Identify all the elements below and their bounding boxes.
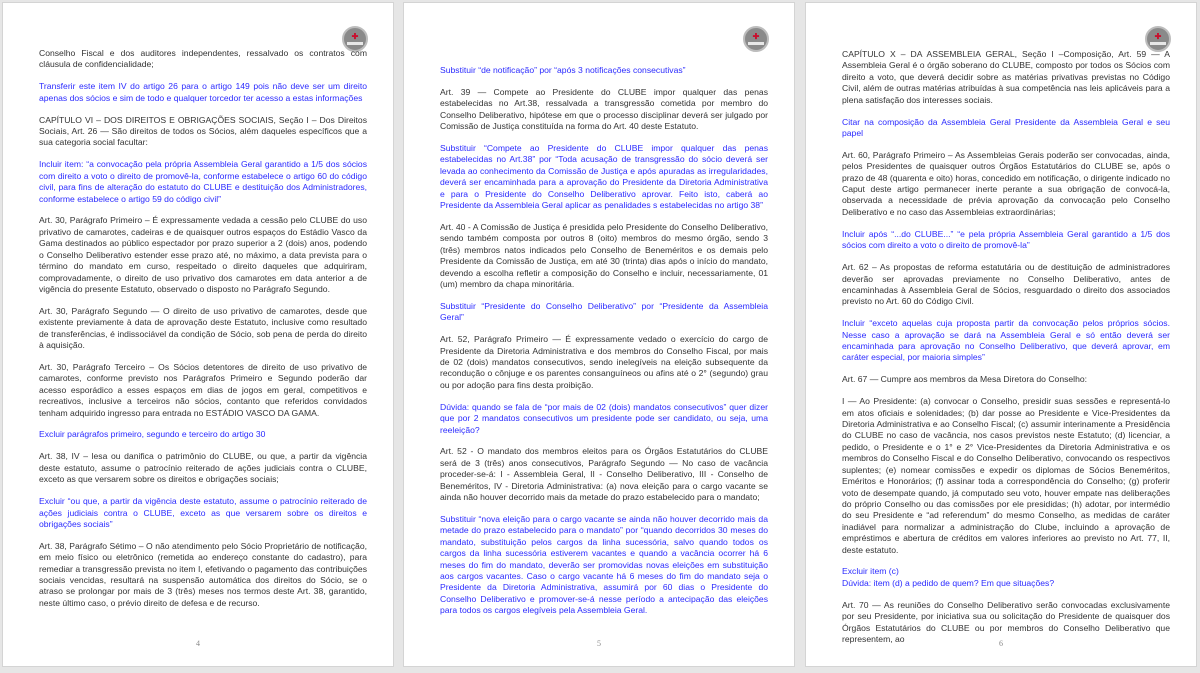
revision-note: Excluir parágrafos primeiro, segundo e terceiro do artigo 30 bbox=[39, 429, 266, 440]
club-crest-icon: ✚ bbox=[743, 26, 769, 52]
revision-note: Incluir “exceto aquelas cuja proposta partir da convocação pelos próprios sócios. Nesse caso a aprovação se dará na Assembleia Geral e só então deverá ser encaminhada para aprovação no Conselho Deliberativo, que deverá aprovar, em caráter especial, por maioria simples” bbox=[842, 318, 1170, 363]
statute-paragraph: Art. 38, IV – lesa ou danifica o patrimônio do CLUBE, ou que, a partir da vigência deste estatuto, assume o patrocínio reiterado de ações judiciais contra o CLUBE, exceto as que versarem sobre os direitos e obrigações sociais; bbox=[39, 451, 367, 485]
statute-paragraph: Conselho Fiscal e dos auditores independentes, ressalvado os contratos com cláusula de confidencialidade; bbox=[39, 48, 367, 70]
page-number: 6 bbox=[999, 639, 1003, 648]
statute-paragraph: Art. 70 — As reuniões do Conselho Deliberativo serão convocadas exclusivamente por seu Presidente, por iniciativa sua ou solicitação do Presidente de quaisquer dos Órgãos Estatutários do CLUBE ou por membros do Conselho Deliberativo que representem, ao bbox=[842, 599, 1170, 644]
revision-note: Dúvida: item (d) a pedido de quem? Em que situações? bbox=[842, 577, 1055, 588]
page-content bbox=[440, 65, 768, 627]
revision-note: Transferir este item IV do artigo 26 para o artigo 149 pois não deve ser um direito apenas dos sócios e sim de todo e qualquer torcedor ter acesso a estas informações bbox=[39, 81, 367, 103]
revision-note: Incluir item: “a convocação pela própria Assembleia Geral garantido a 1/5 dos sócios com direito a voto o direito de promovê-la, conforme estabelece o artigo 60 do código civil, para fins de alteração do estatuto do CLUBE e destituição dos Administradores, conforme estabelece o artigo 59 do código civil” bbox=[39, 159, 367, 204]
statute-paragraph: Art. 30, Parágrafo Terceiro – Os Sócios detentores de direito de uso privativo de camarotes, conforme previsto nos Parágrafos Primeiro e Segundo poderão dar acesso esporádico a esses espaços em dias de jogos em geral, competitivos e recreativos, inclusive a terceiros não sócios, contanto que referidos convidados tenham adquirido ingresso para entrada no ESTÁDIO VASCO DA GAMA. bbox=[39, 361, 367, 418]
statute-paragraph: Art. 38, Parágrafo Sétimo – O não atendimento pelo Sócio Proprietário de notificação, em meio físico ou eletrônico (remetida ao endereço constante do cadastro), para remediar a transgressão prevista no item I, efetivando o pagamento das contribuições sociais vencidas, resultará na suspensão automática dos direitos do Sócio, se o atraso se prolongar por mais de 3 (três) meses nos termos deste Art. 38, garantido, neste último caso, o prévio direito de defesa e de recurso. bbox=[39, 540, 367, 608]
statute-paragraph: Art. 52 - O mandato dos membros eleitos para os Órgãos Estatutários do CLUBE será de 3 (três) anos consecutivos, Parágrafo Segundo — No caso de vacância proceder-se-á: I - Assembleia Geral, II - Conselho Deliberativo, III - Conselho de Beneméritos, IV - Diretoria Administrativa: (a) nova eleição para o cargo vacante se ainda não houver decorrido mais da metade do prazo estabelecido para o mandato; bbox=[440, 446, 768, 503]
page-number: 5 bbox=[597, 639, 601, 648]
statute-paragraph: Art. 60, Parágrafo Primeiro – As Assembleias Gerais poderão ser convocadas, ainda, pelos Presidentes de quaisquer outros Órgãos Estatutários do CLUBE se, após o prazo de 48 (quarenta e oito) horas, concedido em notificação, o dirigente indicado no Caput deste artigo permanecer inerte perante a sua obrigação de convocá-la, observada a necessidade de prévia aprovação da convocação pelo Conselho Deliberativo e no caso das Assembleias extraordinárias; bbox=[842, 149, 1170, 217]
revision-note: Dúvida: quando se fala de “por mais de 02 (dois) mandatos consecutivos” quer dizer que por 2 mandatos consecutivos um presidente pode ser candidato, ou seja, uma reeleição? bbox=[440, 401, 768, 435]
revision-note: Excluir “ou que, a partir da vigência deste estatuto, assume o patrocínio reiterado de ações judiciais contra o CLUBE, exceto as que versarem sobre os direitos e obrigações sociais” bbox=[39, 496, 367, 529]
statute-paragraph: CAPÍTULO X – DA ASSEMBLEIA GERAL, Seção I –Composição, Art. 59 — A Assembleia Geral é o órgão soberano do CLUBE, composto por todos os Sócios com direito a voto, que deverá decidir sobre as matérias privativas previstas no Código Civil, além de outras matérias atribuídas à sua competência nas leis aplicáveis para a plena satisfação dos interesses sociais. bbox=[842, 49, 1170, 105]
revision-note: Substituir “nova eleição para o cargo vacante se ainda não houver decorrido mais da metade do prazo estabelecido para o mandato” por “quando decorridos 30 meses do mandato, substituição pelos cargos da linha sucessória, salvo quando todos os cargos da linha sucessória estiverem vacantes e quando a vacância ocorrer há 6 meses do fim do mandato, deverão ser promovidas novas eleições em substituição aos cargos vacantes. Caso o cargo vacante há 6 meses do fim do mandato seja o Presidente da Diretoria Administrativa, assumirá por 60 dias o Presidente do Conselho Deliberativo e promover-se-á nesse período a antecipação das eleições para todos os cargos elegíveis pela Assembleia Geral. bbox=[440, 514, 768, 616]
document-page-4 bbox=[2, 2, 394, 667]
statute-paragraph: Art. 30, Parágrafo Primeiro – É expressamente vedada a cessão pelo CLUBE do uso privativo de camarotes, cadeiras e de quaisquer outros espaços do Estádio Vasco da Gama destinados ao público espectador por prazo superior a 2 (dois) anos, podendo o Conselho Deliberativo estender esse prazo até, no máximo, a data prevista para o término do mandato em curso, respeitado o direito daqueles que adquiriram, comprovadamente, o direito de uso privativo dos camarotes em data anterior a de vigência do presente Estatuto, observado o disposto no Parágrafo Segundo. bbox=[39, 215, 367, 294]
revision-note: Citar na composição da Assembleia Geral Presidente da Assembleia Geral e seu papel bbox=[842, 116, 1170, 138]
page-content bbox=[39, 48, 367, 620]
document-page-5 bbox=[403, 2, 795, 667]
statute-paragraph: Art. 62 – As propostas de reforma estatutária ou de destituição de administradores deverão ser aprovadas previamente no Conselho Deliberativo, antes de encaminhadas à Assembleia Geral de Sócios, resguardado o direito dos associados previsto no Art. 60 do Código Civil. bbox=[842, 262, 1170, 307]
statute-paragraph: Art. 39 — Compete ao Presidente do CLUBE impor qualquer das penas estabelecidas no Art.38, ressalvada a transgressão cometida por membro do Conselho Deliberativo, hipótese em que o processo disciplinar deverá ser julgado por Comissão de Justiça constituída na forma do Art. 40 deste Estatuto. bbox=[440, 86, 768, 132]
statute-paragraph: Art. 52, Parágrafo Primeiro — É expressamente vedado o exercício do cargo de Presidente da Diretoria Administrativa e dos membros do Conselho Fiscal, por mais de 02 (dois) mandatos consecutivos, sendo inelegíveis na eleição subsequente da recondução o cônjuge e os parentes consanguíneos ou afins até o 2° (segundo) grau ou por adoção para fins desta proibição. bbox=[440, 334, 768, 390]
club-crest-icon: ✚ bbox=[342, 26, 368, 52]
revision-note: Substituir “de notificação” por “após 3 notificações consecutivas” bbox=[440, 65, 686, 75]
statute-paragraph: CAPÍTULO VI – DOS DIREITOS E OBRIGAÇÕES SOCIAIS, Seção I – Dos Direitos Sociais, Art. 26 — São direitos de todos os Sócios, além daqueles específicos que a sua categoria social facultar: bbox=[39, 114, 367, 148]
revision-note: Excluir item (c) bbox=[842, 566, 899, 577]
statute-paragraph: Art. 30, Parágrafo Segundo — O direito de uso privativo de camarotes, desde que existente previamente à data de aprovação deste Estatuto, inclusive como resultado de transferências, é indissociável da condição de Sócio, sob pena de perda do direito à aquisição. bbox=[39, 305, 367, 351]
document-page-6 bbox=[805, 2, 1197, 667]
club-crest-icon: ✚ bbox=[1145, 26, 1171, 52]
revision-note: Substituir “Compete ao Presidente do CLUBE impor qualquer das penas estabelecidas no Art.38” por “Toda acusação de transgressão do sócio deverá ser levada ao conhecimento da Comissão de Justiça e após apuradas as irregularidades, deverá ser encaminhada para a aprovação do Presidente da Diretoria Administrativa e para o Presidente do Conselho Deliberativo aprovar. Feito isto, caberá ao Presidente da Assembleia Geral aplicar as penalidades s estabelecidas no artigo 38” bbox=[440, 143, 768, 211]
page-number: 4 bbox=[196, 639, 200, 648]
revision-note: Substituir “Presidente do Conselho Deliberativo” por “Presidente da Assembleia Geral” bbox=[440, 300, 768, 323]
statute-paragraph: Art. 40 - A Comissão de Justiça é presidida pelo Presidente do Conselho Deliberativo, sendo também composta por outros 8 (oito) membros do mesmo órgão, sendo 3 (três) membros natos indicados pelo Conselho de Beneméritos e os demais pelo Presidente da Comissão de Justiça, em até 30 (trinta) dias após o início do mandato, devendo a escolha refletir a composição do Conselho e incluir, necessariamente, 01 (um) membro da chapa minoritária. bbox=[440, 221, 768, 289]
statute-paragraph: I — Ao Presidente: (a) convocar o Conselho, presidir suas sessões e representá-lo em atos oficiais e solenidades; (b) dar posse ao Presidente e Vice-Presidentes da Diretoria Administrativa e ao Conselho Fiscal; (c) assumir interinamente a Presidência do CLUBE no caso de vacância, nos casos previstos neste Estatuto; (d) licenciar, a pedido, o Presidente e o 1° e 2° Vice-Presidentes da Diretoria Administrativa e os membros do Conselho Fiscal e do Conselho Deliberativo, convocando os respectivos suplentes; (e) nomear comissões e expedir os diplomas de Sócios Beneméritos, Eméritos e Honorários; (f) assinar toda a correspondência do Conselho; (g) proferir voto de desempate quando, já computado seu voto, houver empate nas deliberações do próprio Conselho ou das comissões por ele presididas; (h) adotar, por intermédio do seu Presidente e “ad referendum” do mesmo Conselho, as medidas de caráter inadiável para normalizar a administração do Clube, incluindo a aprovação de empréstimos e abertura de créditos em valores inferiores ao previsto no Art. 77, II, deste estatuto. bbox=[842, 396, 1170, 555]
statute-paragraph: Art. 67 — Cumpre aos membros da Mesa Diretora do Conselho: bbox=[842, 374, 1088, 385]
revision-note: Incluir após “...do CLUBE...” “e pela própria Assembleia Geral garantido a 1/5 dos sócios com direito a voto o direito de promovê-la” bbox=[842, 228, 1170, 251]
page-content bbox=[842, 49, 1170, 656]
